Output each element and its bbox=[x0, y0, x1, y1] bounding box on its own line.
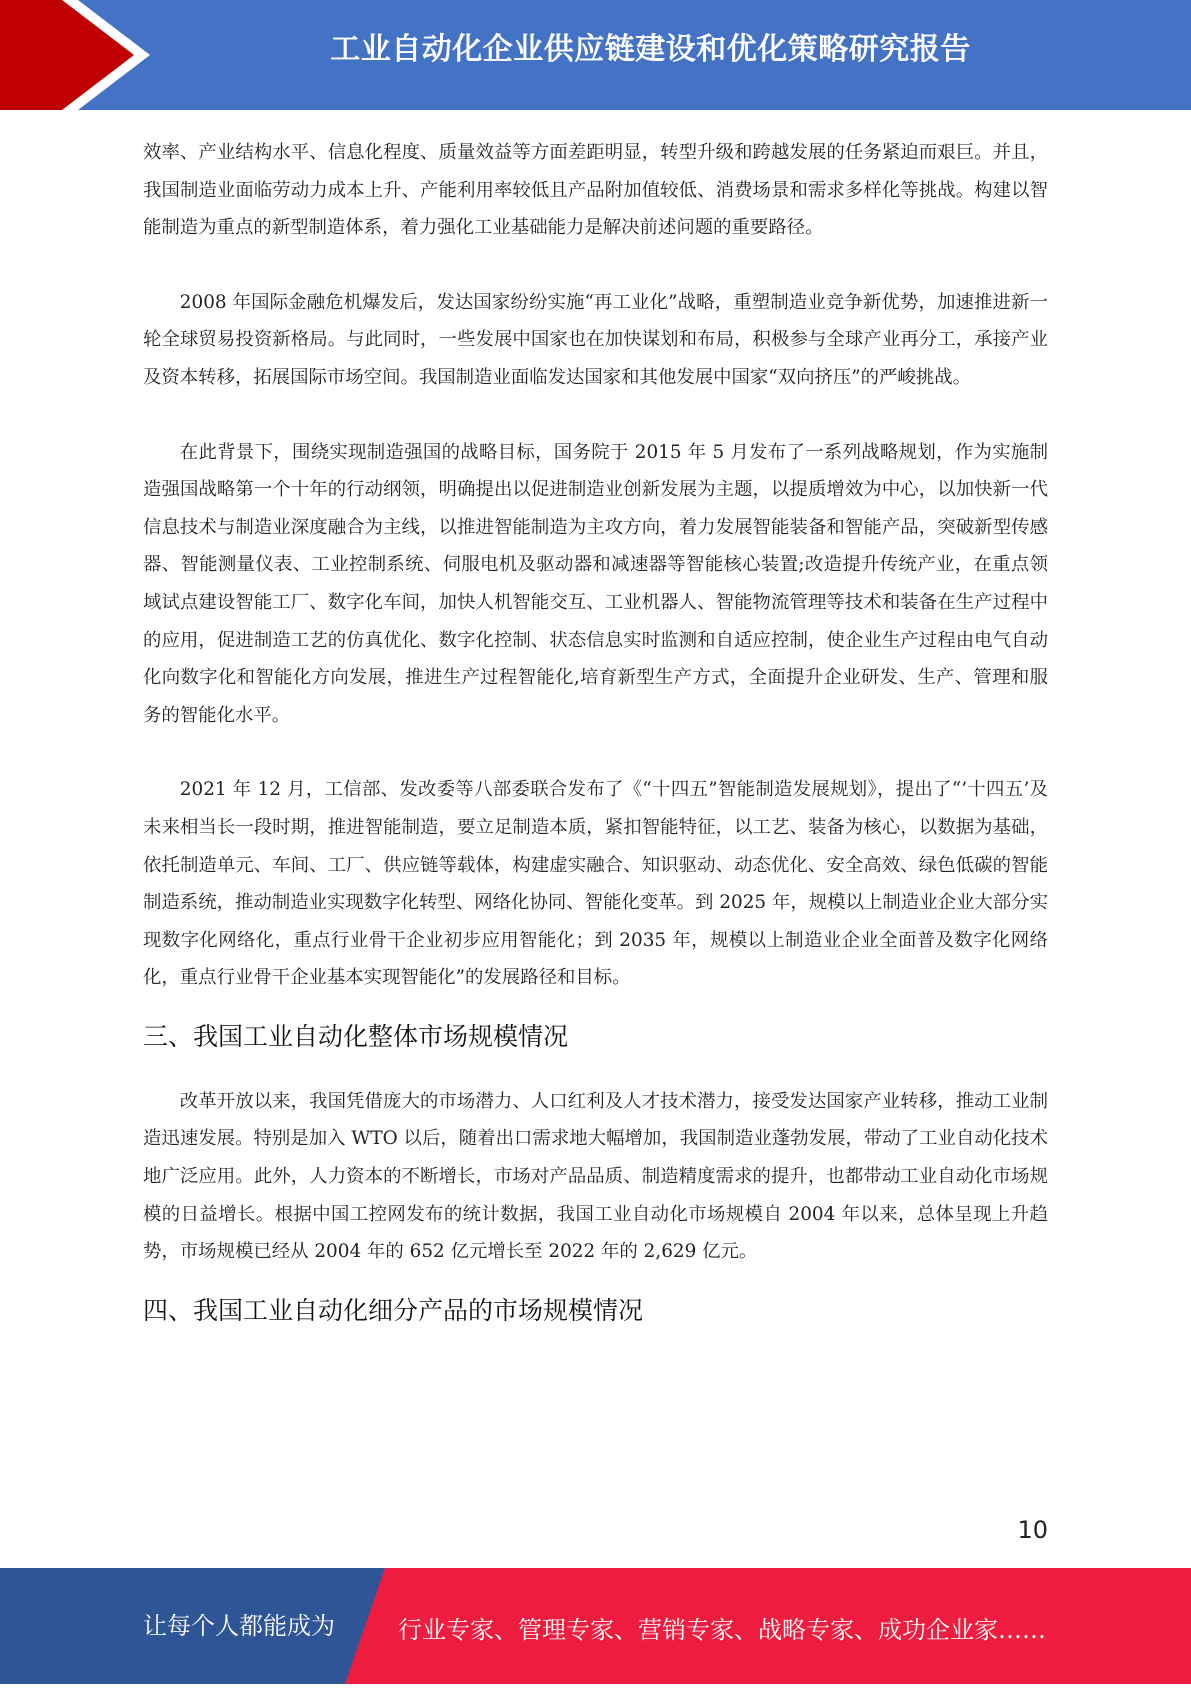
footer-slogan-left: 让每个人都能成为 bbox=[143, 1612, 335, 1640]
report-title: 工业自动化企业供应链建设和优化策略研究报告 bbox=[330, 32, 971, 67]
section-heading: 四、我国工业自动化细分产品的市场规模情况 bbox=[143, 1295, 644, 1325]
body-paragraph: 2021 年 12 月，工信部、发改委等八部委联合发布了《“十四五”智能制造发展规划》，提出了“’十四五’及未来相当长一段时期，推进智能制造，要立足制造本质，紧扣智能特征，以工艺、装备为核心，以数据为基础，依托制造单元、车间、工厂、供应链等载体，构建虚实融合、知识驱动、动态优化、安全高效、绿色低碳的智能制造系统，推动制造业实现数字化转型、网络化协同、智能化变革。到 2025 年，规模以上制造业企业大部分实现数字化网络化，重点行业骨干企业初步应用智能化；到 2035 年，规模以上制造业企业全面普及数字化网络化，重点行业骨干企业基本实现智能化”的发展路径和目标。 bbox=[143, 779, 1048, 989]
body-paragraph: 2008 年国际金融危机爆发后，发达国家纷纷实施“再工业化”战略，重塑制造业竞争新优势，加速推进新一轮全球贸易投资新格局。与此同时，一些发展中国家也在加快谋划和布局，积极参与全球产业再分工，承接产业及资本转移，拓展国际市场空间。我国制造业面临发达国家和其他发展中国家“双向挤压”的严峻挑战。 bbox=[143, 291, 1048, 388]
body-paragraph: 在此背景下，围绕实现制造强国的战略目标，国务院于 2015 年 5 月发布了一系列战略规划，作为实施制造强国战略第一个十年的行动纲领，明确提出以促进制造业创新发展为主题，以提质增效为中心，以加快新一代信息技术与制造业深度融合为主线，以推进智能制造为主攻方向，着力发展智能装备和智能产品，突破新型传感器、智能测量仪表、工业控制系统、伺服电机及驱动器和减速器等智能核心装置;改造提升传统产业，在重点领域试点建设智能工厂、数字化车间，加快人机智能交互、工业机器人、智能物流管理等技术和装备在生产过程中的应用，促进制造工艺的仿真优化、数字化控制、状态信息实时监测和自适应控制，使企业生产过程由电气自动化向数字化和智能化方向发展，推进生产过程智能化,培育新型生产方式，全面提升企业研发、生产、管理和服务的智能化水平。 bbox=[143, 441, 1048, 726]
page-content bbox=[143, 134, 1048, 1331]
section-heading: 三、我国工业自动化整体市场规模情况 bbox=[143, 1021, 569, 1051]
page-number: 10 bbox=[1017, 1516, 1048, 1544]
footer-slogan-right: 行业专家、管理专家、营销专家、战略专家、成功企业家…… bbox=[398, 1616, 1046, 1644]
page-footer bbox=[0, 1568, 1191, 1684]
page-header bbox=[0, 0, 1191, 110]
body-paragraph: 效率、产业结构水平、信息化程度、质量效益等方面差距明显，转型升级和跨越发展的任务紧迫而艰巨。并且，我国制造业面临劳动力成本上升、产能利用率较低且产品附加值较低、消费场景和需求多样化等挑战。构建以智能制造为重点的新型制造体系，着力强化工业基础能力是解决前述问题的重要路径。 bbox=[143, 142, 1048, 239]
body-paragraph: 改革开放以来，我国凭借庞大的市场潜力、人口红利及人才技术潜力，接受发达国家产业转移，推动工业制造迅速发展。特别是加入 WTO 以后，随着出口需求地大幅增加，我国制造业蓬勃发展，带动了工业自动化技术地广泛应用。此外，人力资本的不断增长，市场对产品品质、制造精度需求的提升，也都带动工业自动化市场规模的日益增长。根据中国工控网发布的统计数据，我国工业自动化市场规模自 2004 年以来，总体呈现上升趋势，市场规模已经从 2004 年的 652 亿元增长至 2022 年的 2,629 亿元。 bbox=[143, 1090, 1048, 1263]
